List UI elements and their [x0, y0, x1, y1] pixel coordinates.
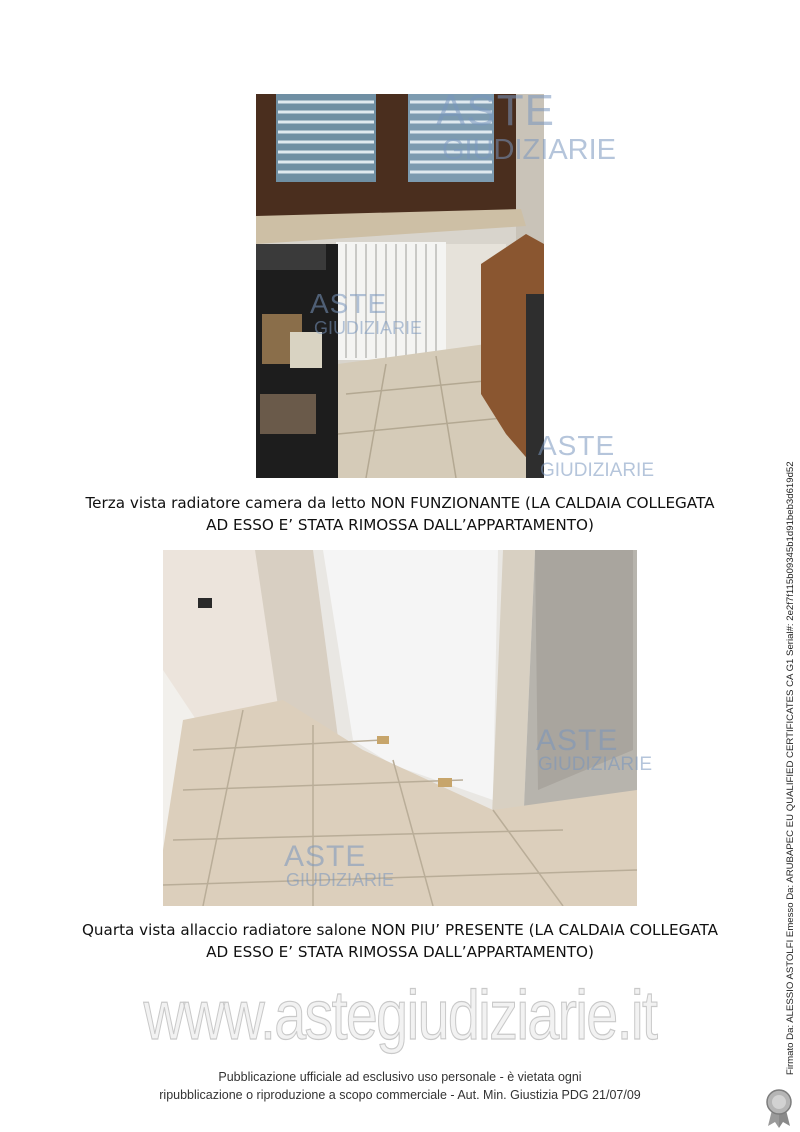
caption-line: AD ESSO E’ STATA RIMOSSA DALL’APPARTAMENTO)	[206, 943, 594, 961]
footer-line: ripubblicazione o riproduzione a scopo commerciale - Aut. Min. Giustizia PDG 21/07/09	[159, 1088, 641, 1102]
caption-line: Terza vista radiatore camera da letto NON FUNZIONANTE (LA CALDAIA COLLEGATA	[85, 494, 715, 512]
caption-line: AD ESSO E’ STATA RIMOSSA DALL’APPARTAMENTO)	[206, 516, 594, 534]
site-url-watermark: www.astegiudiziarie.it	[143, 976, 657, 1054]
aste-watermark: ASTE GIUDIZIARIE	[284, 840, 395, 890]
footer-line: Pubblicazione ufficiale ad esclusivo uso personale - è vietata ogni	[218, 1070, 582, 1084]
photo-hallway-connection	[163, 550, 637, 906]
certificate-seal-icon	[762, 1088, 796, 1128]
caption-line: Quarta vista allaccio radiatore salone NON PIU’ PRESENTE (LA CALDAIA COLLEGATA	[81, 921, 719, 939]
caption-first	[60, 492, 740, 536]
footer-disclaimer	[0, 1068, 800, 1104]
aste-watermark: ASTE GIUDIZIARIE	[310, 288, 423, 338]
aste-watermark: ASTE GIUDIZIARIE	[536, 724, 653, 775]
caption-second	[60, 919, 740, 963]
photo-radiator-bedroom	[256, 94, 544, 478]
aste-watermark: ASTE GIUDIZIARIE	[538, 430, 655, 481]
digital-signature-text: Firmato Da: ALESSIO ASTOLFI Emesso Da: ARUBAPEC EU QUALIFIED CERTIFICATES CA G1 Serial#: 2e2f7f115b09345b1d91beb3d619d52	[785, 461, 796, 1075]
aste-watermark: ASTE GIUDIZIARIE	[436, 86, 617, 166]
